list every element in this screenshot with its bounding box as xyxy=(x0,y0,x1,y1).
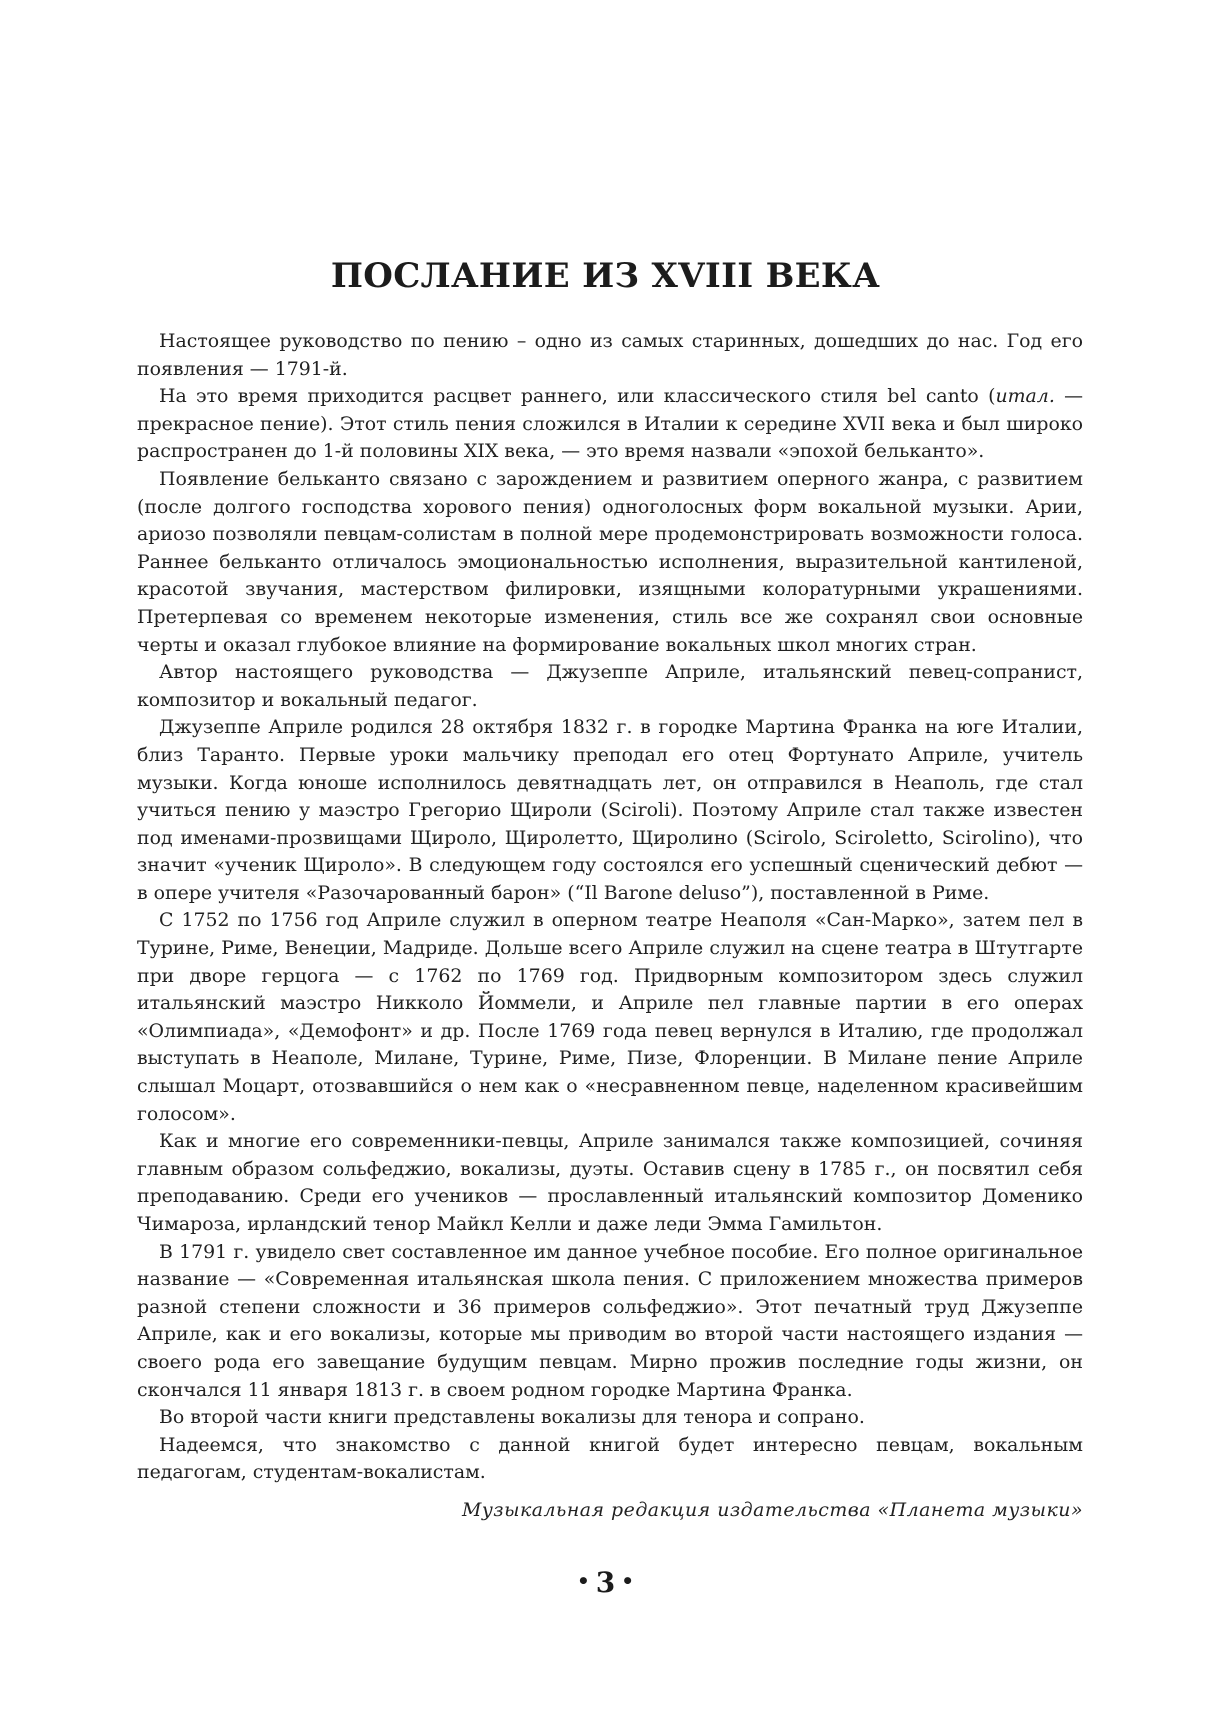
paragraph-2-start: На это время приходится расцвет раннего, или классического стиля bel canto ( xyxy=(159,385,996,408)
page-number xyxy=(0,1566,1211,1599)
page-number-value: 3 xyxy=(595,1566,616,1599)
paragraph-2-end: — прекрасное пение). Этот стиль пения сложился в Италии к середине XVII века и был широко распространен до 1-й половины XIX века, — это время назвали «эпохой бельканто». xyxy=(137,385,1083,463)
paragraph-9: Во второй части книги представлены вокализы для тенора и сопрано. xyxy=(159,1406,865,1429)
paragraph-7: Как и многие его современники-певцы, Априле занимался также композицией, сочиняя главным образом сольфеджио, вокализы, дуэты. Оставив сцену в 1785 г., он посвятил себя преподаванию. Среди его учеников — прославленный итальянский композитор Доменико Чимароза, ирландский тенор Майкл Келли и даже леди Эмма Гамильтон. xyxy=(137,1130,1083,1235)
paragraph-6: С 1752 по 1756 год Априле служил в оперном театре Неаполя «Сан-Марко», затем пел в Турине, Риме, Венеции, Мадриде. Дольше всего Априле служил на сцене театра в Штутгарте при дворе герцога — с 1762 по 1769 год. Придворным композитором здесь служил итальянский маэстро Никколо Йоммели, и Априле пел главные партии в его операх «Олимпиада», «Демофонт» и др. После 1769 года певец вернулся в Италию, где продолжал выступать в Неаполе, Милане, Турине, Риме, Пизе, Флоренции. В Милане пение Априле слышал Моцарт, отозвавшийся о нем как о «несравненном певце, наделенном красивейшим голосом». xyxy=(137,909,1083,1125)
paragraph-8: В 1791 г. увидело свет составленное им данное учебное пособие. Его полное оригинальное название — «Современная итальянская школа пения. С приложением множества примеров разной степени сложности и 36 примеров сольфеджио». Этот печатный труд Джузеппе Априле, как и его вокализы, которые мы приводим во второй части настоящего издания — своего рода его завещание будущим певцам. Мирно прожив последние годы жизни, он скончался 11 января 1813 г. в своем родном городке Мартина Франка. xyxy=(137,1240,1083,1401)
bullet-right-icon: • xyxy=(621,1569,635,1593)
paragraph-10: Надеемся, что знакомство с данной книгой будет интересно певцам, вокальным педагогам, студентам-вокалистам. xyxy=(137,1433,1083,1484)
body-text xyxy=(137,328,1083,1525)
page-title: ПОСЛАНИЕ ИЗ XVIII ВЕКА xyxy=(330,256,881,296)
bullet-left-icon: • xyxy=(576,1569,590,1593)
paragraph-3: Появление бельканто связано с зарождением и развитием оперного жанра, с развитием (после долгого господства хорового пения) одноголосных форм вокальной музыки. Арии, ариозо позволяли певцам-солистам в полной мере продемонстрировать возможности голоса. Раннее бельканто отличалось эмоциональностью исполнения, выразительной кантиленой, красотой звучания, мастерством филировки, изящными колоратурными украшениями. Претерпевая со временем некоторые изменения, стиль все же сохранял свои основные черты и оказал глубокое влияние на формирование вокальных школ многих стран. xyxy=(137,467,1083,656)
paragraph-5: Джузеппе Априле родился 28 октября 1832 г. в городке Мартина Франка на юге Италии, близ Таранто. Первые уроки мальчику преподал его отец Фортунато Априле, учитель музыки. Когда юноше исполнилось девятнадцать лет, он отправился в Неаполь, где стал учиться пению у маэстро Грегорио Щироли (Sciroli). Поэтому Априле стал также известен под именами-прозвищами Щироло, Щиролетто, Щиролино (Scirolo, Sciroletto, Scirolino), что значит «ученик Щироло». В следующем году состоялся его успешный сценический дебют — в опере учителя «Разочарованный барон» (“Il Barone deluso”), поставленной в Риме. xyxy=(137,716,1083,904)
italic-abbreviation: итал. xyxy=(995,385,1055,408)
editorial-signature: Музыкальная редакция издательства «Планета музыки» xyxy=(461,1498,1083,1521)
paragraph-4: Автор настоящего руководства — Джузеппе Априле, итальянский певец-сопранист, композитор и вокальный педагог. xyxy=(137,661,1083,711)
paragraph-2 xyxy=(137,383,1083,466)
paragraph-1: Настоящее руководство по пению – одно из самых старинных, дошедших до нас. Год его появления — 1791-й. xyxy=(137,330,1083,380)
